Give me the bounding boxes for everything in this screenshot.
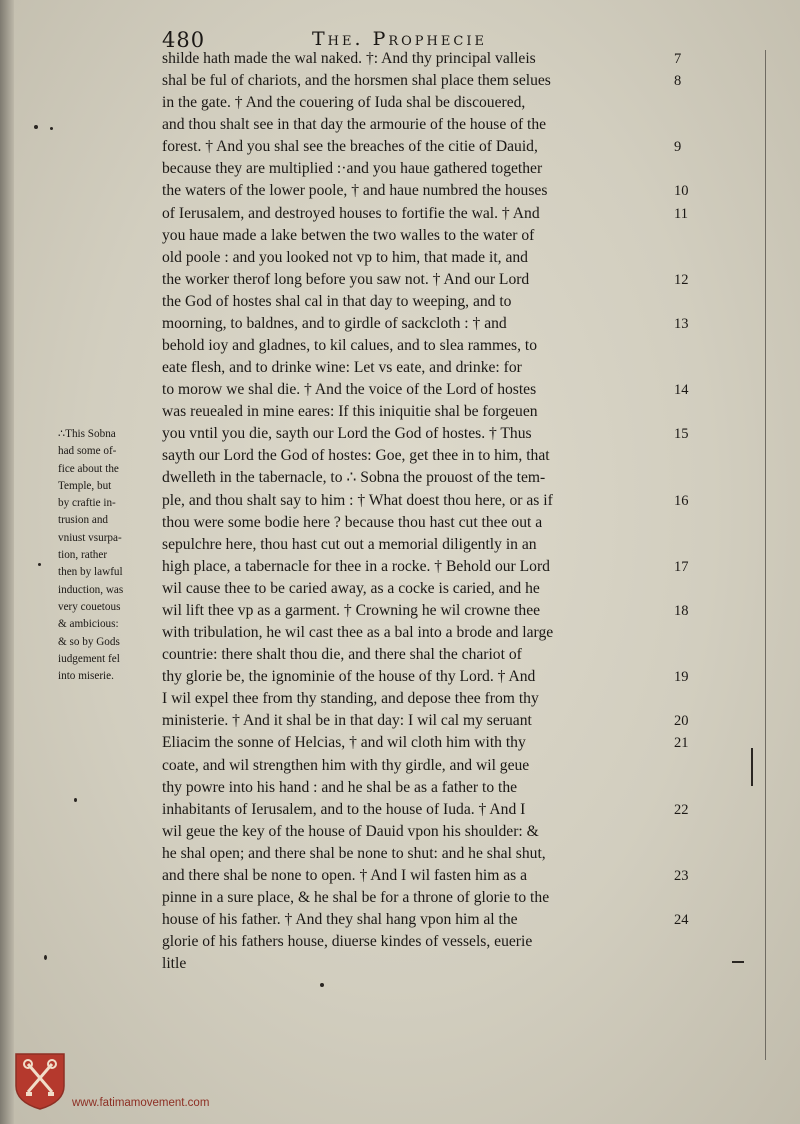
- text-line: the waters of the lower poole, † and haue numbred the houses: [162, 182, 548, 200]
- text-line: wil cause thee to be caried away, as a cocke is caried, and he: [162, 579, 540, 597]
- verse-number: 8: [674, 73, 682, 90]
- verse-number: 22: [674, 801, 689, 818]
- verse-number: 13: [674, 315, 689, 332]
- verse-number: [674, 777, 714, 799]
- text-line: thy powre into his hand : and he shal be as a father to the: [162, 778, 518, 796]
- verse-number-column: [674, 48, 714, 975]
- verse-number: 15: [674, 426, 689, 443]
- text-line: and there shal be none to open. † And I wil fasten him as a: [162, 866, 528, 884]
- verse-number: 11: [674, 205, 688, 222]
- text-line: I wil expel thee from thy standing, and depose thee from thy: [162, 690, 539, 708]
- margin-note-line: & so by Gods: [58, 635, 120, 648]
- ink-speck: [320, 983, 324, 987]
- verse-number: [674, 158, 714, 180]
- page-spine-shadow: [0, 0, 14, 1124]
- ink-speck: [44, 955, 47, 960]
- verse-number: 14: [674, 382, 689, 399]
- ink-speck: [74, 798, 77, 802]
- text-line: was reuealed in mine eares: If this iniquitie shal be forgeuen: [162, 403, 538, 421]
- text-line: moorning, to baldnes, and to girdle of sackcloth : † and: [162, 314, 507, 332]
- text-line: thy glorie be, the ignominie of the house of thy Lord. † And: [162, 668, 536, 686]
- verse-number: 17: [674, 558, 689, 575]
- text-line: and thou shalt see in that day the armourie of the house of the: [162, 116, 547, 134]
- verse-number: 16: [674, 492, 689, 509]
- text-line: you vntil you die, sayth our Lord the God of hostes. † Thus: [162, 425, 532, 443]
- verse-number: [674, 953, 714, 975]
- text-line: sepulchre here, thou hast cut out a memorial diligently in an: [162, 535, 537, 553]
- verse-number: [674, 357, 714, 379]
- text-line: coate, and wil strengthen him with thy girdle, and wil geue: [162, 756, 530, 774]
- text-line: forest. † And you shal see the breaches of the citie of Dauid,: [162, 138, 538, 156]
- watermark-url: www.fatimamovement.com: [72, 1097, 210, 1109]
- text-line: dwelleth in the tabernacle, to ∴ Sobna the prouost of the tem-: [162, 469, 546, 487]
- margin-rule-mark: [765, 50, 766, 1060]
- verse-number: [674, 291, 714, 313]
- text-line: the God of hostes shal cal in that day to weeping, and to: [162, 292, 512, 310]
- body-text: [162, 48, 672, 975]
- verse-number: 20: [674, 713, 689, 730]
- margin-note-line: fice about the: [58, 462, 119, 475]
- verse-number: [674, 467, 714, 489]
- text-line: he shal open; and there shal be none to shut: and he shal shut,: [162, 844, 546, 862]
- verse-number: 21: [674, 735, 689, 752]
- running-title: The. Prophecie: [312, 28, 487, 50]
- verse-number: [674, 534, 714, 556]
- margin-note-line: vniust vsurpa-: [58, 531, 122, 544]
- margin-note-line: trusion and: [58, 514, 109, 527]
- text-line: countrie: there shalt thou die, and there shal the chariot of: [162, 646, 522, 664]
- text-line: the worker therof long before you saw not. † And our Lord: [162, 270, 530, 288]
- margin-note-line: by craftie in-: [58, 497, 116, 510]
- text-line: because they are multiplied :·and you haue gathered together: [162, 160, 543, 178]
- text-line: eate flesh, and to drinke wine: Let vs eate, and drinke: for: [162, 359, 522, 377]
- text-line: of Ierusalem, and destroyed houses to fortifie the wal. † And: [162, 204, 540, 222]
- text-line: high place, a tabernacle for thee in a rocke. † Behold our Lord: [162, 557, 550, 575]
- ink-speck: [34, 125, 38, 129]
- margin-rule-mark: [732, 961, 744, 963]
- margin-rule-mark: [751, 748, 753, 786]
- verse-number: [674, 755, 714, 777]
- page-number: 480: [162, 28, 206, 52]
- ink-speck: [38, 563, 41, 566]
- ink-speck: [50, 127, 53, 130]
- text-line: Eliacim the sonne of Helcias, † and wil cloth him with thy: [162, 734, 526, 752]
- verse-number: 23: [674, 867, 689, 884]
- verse-number: 12: [674, 271, 689, 288]
- text-line: with tribulation, he wil cast thee as a bal into a brode and large: [162, 624, 554, 642]
- verse-number: [674, 622, 714, 644]
- margin-note-line: induction, was: [58, 583, 124, 596]
- margin-note: [58, 426, 158, 685]
- text-line: ministerie. † And it shal be in that day: I wil cal my seruant: [162, 712, 532, 730]
- margin-note-line: ∴This Sobna: [58, 428, 116, 440]
- verse-number: [674, 821, 714, 843]
- margin-note-line: iudgement fel: [58, 652, 120, 665]
- text-line: inhabitants of Ierusalem, and to the house of Iuda. † And I: [162, 800, 526, 818]
- verse-number: [674, 843, 714, 865]
- margin-note-line: Temple, but: [58, 479, 112, 492]
- text-line: sayth our Lord the God of hostes: Goe, get thee in to him, that: [162, 447, 550, 465]
- verse-number: [674, 335, 714, 357]
- verse-number: [674, 401, 714, 423]
- verse-number: [674, 931, 714, 953]
- verse-number: [674, 114, 714, 136]
- verse-number: 24: [674, 912, 689, 929]
- text-line: wil lift thee vp as a garment. † Crowning he wil crowne thee: [162, 601, 541, 619]
- text-line: glorie of his fathers house, diuerse kindes of vessels, euerie: [162, 933, 533, 951]
- text-line: pinne in a sure place, & he shal be for a throne of glorie to the: [162, 888, 550, 906]
- text-line: thou were some bodie here ? because thou hast cut thee out a: [162, 513, 543, 531]
- verse-number: [674, 92, 714, 114]
- papal-keys-emblem-icon: [14, 1052, 66, 1110]
- margin-note-line: very couetous: [58, 600, 121, 613]
- text-line: litle: [162, 955, 187, 973]
- text-line: in the gate. † And the couering of Iuda shal be discouered,: [162, 94, 526, 112]
- margin-note-line: tion, rather: [58, 549, 108, 562]
- text-line: ple, and thou shalt say to him : † What doest thou here, or as if: [162, 491, 553, 509]
- verse-number: 18: [674, 602, 689, 619]
- verse-number: 9: [674, 139, 682, 156]
- text-line: to morow we shal die. † And the voice of the Lord of hostes: [162, 381, 537, 399]
- verse-number: [674, 512, 714, 534]
- verse-number: 19: [674, 669, 689, 686]
- text-line: shal be ful of chariots, and the horsmen shal place them selues: [162, 72, 551, 90]
- margin-note-line: & ambicious:: [58, 618, 119, 631]
- text-line: behold ioy and gladnes, to kil calues, and to slea rammes, to: [162, 337, 538, 355]
- text-line: house of his father. † And they shal hang vpon him al the: [162, 911, 518, 929]
- verse-number: [674, 887, 714, 909]
- verse-number: [674, 247, 714, 269]
- text-line: you haue made a lake betwen the two walles to the water of: [162, 226, 535, 244]
- verse-number: [674, 225, 714, 247]
- verse-number: [674, 644, 714, 666]
- text-line: shilde hath made the wal naked. †: And thy principal valleis: [162, 50, 536, 67]
- margin-note-line: then by lawful: [58, 566, 123, 579]
- verse-number: [674, 688, 714, 710]
- verse-number: [674, 578, 714, 600]
- text-line: wil geue the key of the house of Dauid vpon his shoulder: &: [162, 822, 539, 840]
- text-line: old poole : and you looked not vp to him, that made it, and: [162, 248, 528, 266]
- verse-number: [674, 445, 714, 467]
- verse-number: 10: [674, 183, 689, 200]
- margin-note-line: had some of-: [58, 445, 117, 458]
- margin-note-line: into miserie.: [58, 670, 114, 683]
- verse-number: 7: [674, 51, 682, 67]
